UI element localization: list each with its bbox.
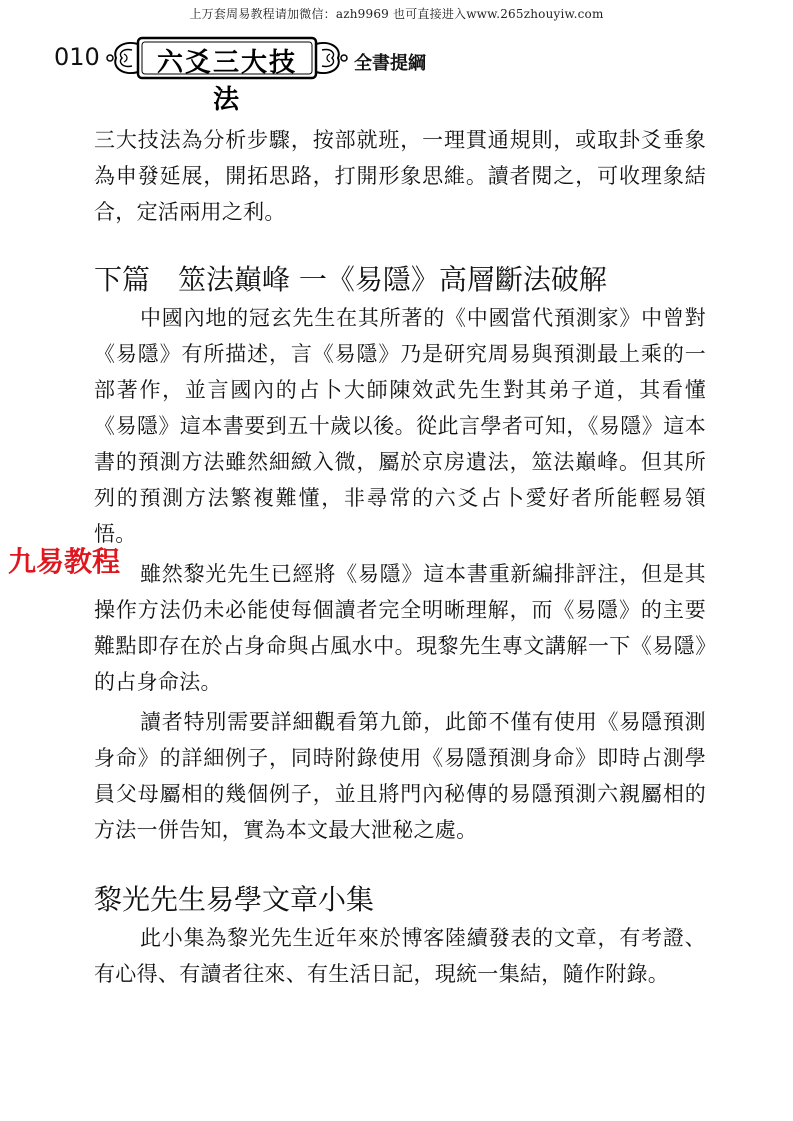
intro-paragraph: 三大技法為分析步驟，按部就班，一理貫通規則，或取卦爻垂象為申發延展，開拓思路，打開形象思維。讀者閱之，可收理象結合，定活兩用之利。 [94, 128, 706, 224]
title-frame [104, 34, 350, 115]
watermark-stamp: 九易教程 [8, 545, 121, 578]
top-notice: 上万套周易教程请加微信：azh9969 也可直接进入www.265zhouyiw.com [189, 7, 604, 21]
book-title: 六爻三大技法 [156, 48, 297, 115]
section-heading-lower: 下篇 筮法巔峰 一《易隱》高層斷法破解 [94, 263, 607, 296]
page-number: 010 [54, 43, 100, 71]
chapter-subtitle: 全書提綱 [354, 53, 426, 74]
paragraph: 雖然黎光先生已經將《易隱》這本書重新編排評注，但是其操作方法仍未必能使每個讀者完全明晰理解，而《易隱》的主要難點即存在於占身命與占風水中。現黎先生專文講解一下《易隱》的占身命法。 [94, 562, 706, 694]
section-heading-collection: 黎光先生易學文章小集 [94, 883, 375, 916]
paragraph: 中國內地的冠玄先生在其所著的《中國當代預測家》中曾對《易隱》有所描述，言《易隱》乃是研究周易與預測最上乘的一部著作，並言國內的占卜大師陳效武先生對其弟子道，其看懂《易隱》這本書要到五十歲以後。從此言學者可知，《易隱》這本書的預測方法雖然細緻入微，屬於京房遺法，筮法巔峰。但其所列的預測方法繁複難懂，非尋常的六爻占卜愛好者所能輕易領悟。 [94, 306, 706, 546]
page-content [94, 122, 706, 992]
paragraph: 此小集為黎光先生近年來於博客陸續發表的文章，有考證、有心得、有讀者往來、有生活日記，現統一集結，隨作附錄。 [94, 926, 706, 986]
paragraph: 讀者特別需要詳細觀看第九節，此節不僅有使用《易隱預測身命》的詳細例子，同時附錄使用《易隱預測身命》即時占測學員父母屬相的幾個例子，並且將門內秘傳的易隱預測六親屬相的方法一併告知，實為本文最大泄秘之處。 [94, 710, 706, 842]
